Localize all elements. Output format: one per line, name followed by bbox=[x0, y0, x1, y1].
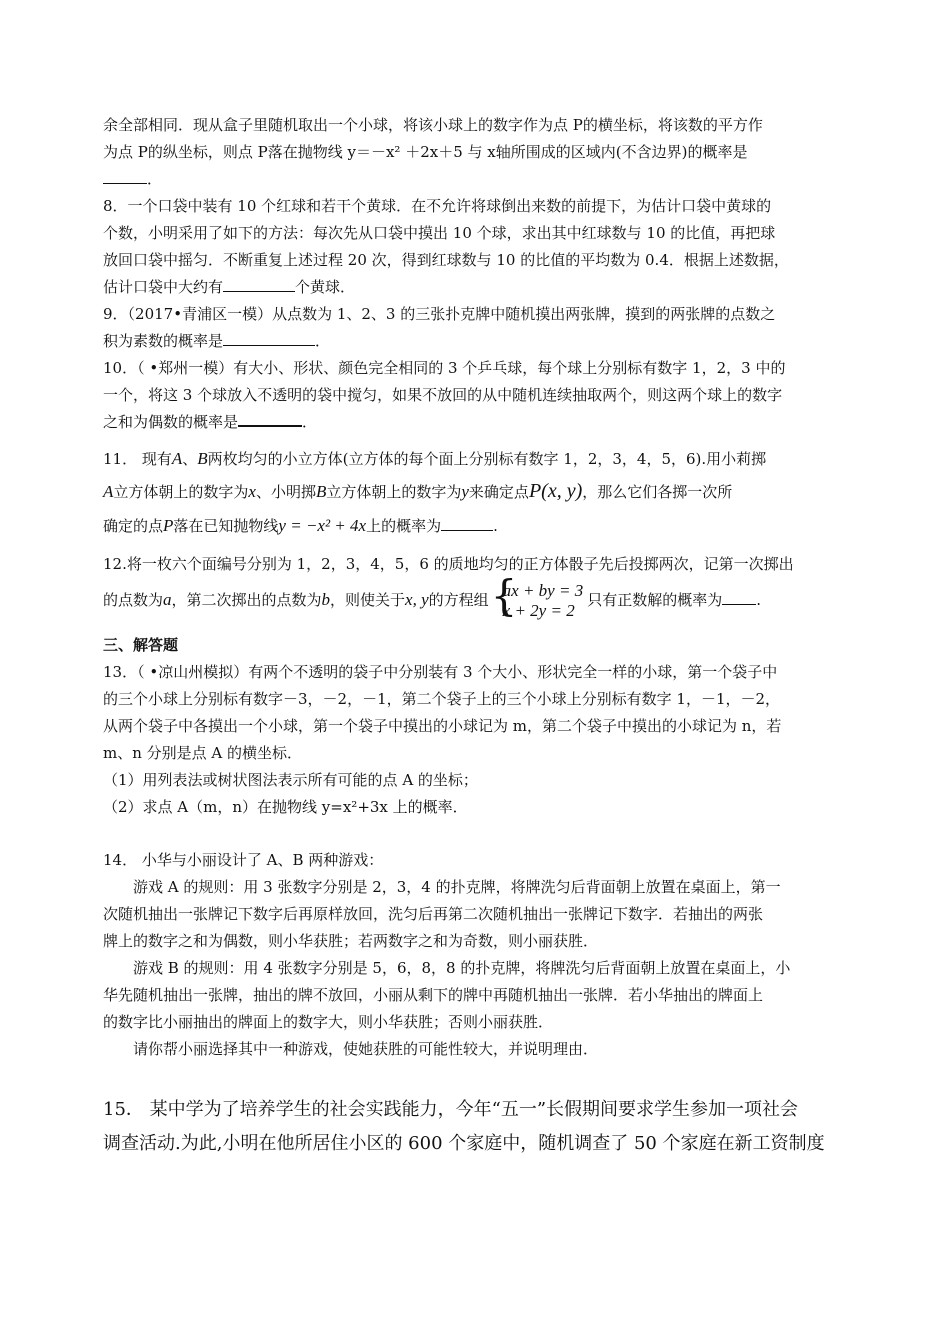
q13-line2: 的三个小球上分别标有数字－3，－2，－1，第二个袋子上的三个小球上分别标有数字 1，－1，－2， bbox=[103, 690, 781, 708]
q13-line1: 13．（ •凉山州模拟）有两个不透明的袋子中分别装有 3 个大小、形状完全一样的小球，第一个袋子中 bbox=[103, 663, 778, 681]
q9-line1: 9．（2017•青浦区一模）从点数为 1、2、3 的三张扑克牌中随机摸出两张牌，摸到的两张牌的点数之 bbox=[103, 305, 776, 323]
section-heading: 三、解答题 bbox=[103, 636, 179, 654]
answer-blank bbox=[103, 169, 147, 184]
q14-gameA2: 次随机抽出一张牌记下数字后再原样放回，洗匀后再第二次随机抽出一张牌记下数字．若抽出的两张 bbox=[103, 905, 764, 923]
q15-line2: 调查活动.为此,小明在他所居住小区的 600 个家庭中，随机调查了 50 个家庭在新工资制度 bbox=[103, 1133, 825, 1154]
q8-line2: 个数，小明采用了如下的方法：每次先从口袋中摸出 10 个球，求出其中红球数与 10 的比值，再把球 bbox=[103, 224, 776, 242]
q15-line1: 15． 某中学为了培养学生的社会实践能力，今年“五一”长假期间要求学生参加一项社会 bbox=[103, 1099, 799, 1120]
q13-line4: m、n 分别是点 A 的横坐标． bbox=[103, 744, 303, 762]
q12-line1: 12.将一枚六个面编号分别为 1，2，3，4，5，6 的质地均匀的正方体骰子先后投掷两次，记第一次掷出 bbox=[103, 555, 794, 573]
q13-sub2: （2）求点 A（m，n）在抛物线 y=x²+3x 上的概率． bbox=[103, 798, 468, 816]
q8-line1: 8．一个口袋中装有 10 个红球和若干个黄球．在不允许将球倒出来数的前提下，为估计口袋中黄球的 bbox=[103, 197, 772, 215]
q11-line1: 11． 现有A、B两枚均匀的小立方体(立方体的每个面上分别标有数字 1，2，3，4，5，6).用小莉掷 bbox=[103, 449, 767, 468]
q7-line1: 余全部相同．现从盒子里随机取出一个小球，将该小球上的数字作为点 P的横坐标，将该数的平方作 bbox=[103, 116, 763, 134]
q11-line2: A立方体朝上的数字为x、小明掷B立方体朝上的数字为y来确定点P(x, y)，那么它们各掷一次所 bbox=[103, 480, 733, 502]
q13-sub1: （1）用列表法或树状图法表示所有可能的点 A 的坐标； bbox=[103, 771, 478, 789]
q8-line3: 放回口袋中摇匀．不断重复上述过程 20 次，得到红球数与 10 的比值的平均数为 0.4．根据上述数据， bbox=[103, 251, 789, 269]
q14-ask: 请你帮小丽选择其中一种游戏，使她获胜的可能性较大，并说明理由． bbox=[133, 1040, 599, 1058]
q9-line2: 积为素数的概率是 ． bbox=[103, 332, 331, 350]
q11-line3: 确定的点P落在已知抛物线y = −x² + 4x上的概率为 . bbox=[103, 516, 498, 535]
answer-blank bbox=[238, 411, 302, 427]
q14-gameA3: 牌上的数字之和为偶数，则小华获胜；若两数字之和为奇数，则小丽获胜． bbox=[103, 932, 599, 950]
q14-line1: 14． 小华与小丽设计了 A、B 两种游戏： bbox=[103, 851, 384, 869]
q12-line2: 的点数为a，第二次掷出的点数为b，则使关于x, y的方程组 { ax + by = 3 x + 2y = 2 只有正数解的概率为 . bbox=[103, 571, 761, 620]
q13-line3: 从两个袋子中各摸出一个小球，第一个袋子中摸出的小球记为 m，第二个袋子中摸出的小球记为 n，若 bbox=[103, 717, 782, 735]
answer-blank bbox=[223, 331, 315, 346]
q14-gameB2: 华先随机抽出一张牌，抽出的牌不放回，小丽从剩下的牌中再随机抽出一张牌．若小华抽出的牌面上 bbox=[103, 986, 764, 1004]
answer-blank bbox=[441, 516, 493, 531]
q14-gameB3: 的数字比小丽抽出的牌面上的数字大，则小华获胜；否则小丽获胜． bbox=[103, 1013, 554, 1031]
document-page bbox=[103, 112, 855, 1161]
q14-gameB1: 游戏 B 的规则：用 4 张数字分别是 5，6，8，8 的扑克牌，将牌洗匀后背面朝上放置在桌面上，小 bbox=[133, 959, 791, 977]
q14-gameA1: 游戏 A 的规则：用 3 张数字分别是 2，3，4 的扑克牌，将牌洗匀后背面朝上放置在桌面上，第一 bbox=[133, 878, 781, 896]
q8-line4: 估计口袋中大约有 个黄球． bbox=[103, 278, 356, 296]
answer-blank bbox=[722, 590, 756, 605]
q10-line2: 一个，将这 3 个球放入不透明的袋中搅匀，如果不放回的从中随机连续抽取两个，则这两个球上的数字 bbox=[103, 386, 783, 404]
equation-system: { ax + by = 3 x + 2y = 2 bbox=[490, 571, 584, 620]
q7-line2: 为点 P的纵坐标，则点 P落在抛物线 y＝－x² ＋2x＋5 与 x轴所围成的区域内(不含边界)的概率是 bbox=[103, 143, 748, 161]
q7-line3: ． bbox=[103, 166, 855, 193]
answer-blank bbox=[223, 277, 295, 292]
q10-line3: 之和为偶数的概率是 ． bbox=[103, 413, 318, 431]
q10-line1: 10．（ •郑州一模）有大小、形状、颜色完全相同的 3 个乒乓球，每个球上分别标有数字 1，2，3 中的 bbox=[103, 359, 786, 377]
